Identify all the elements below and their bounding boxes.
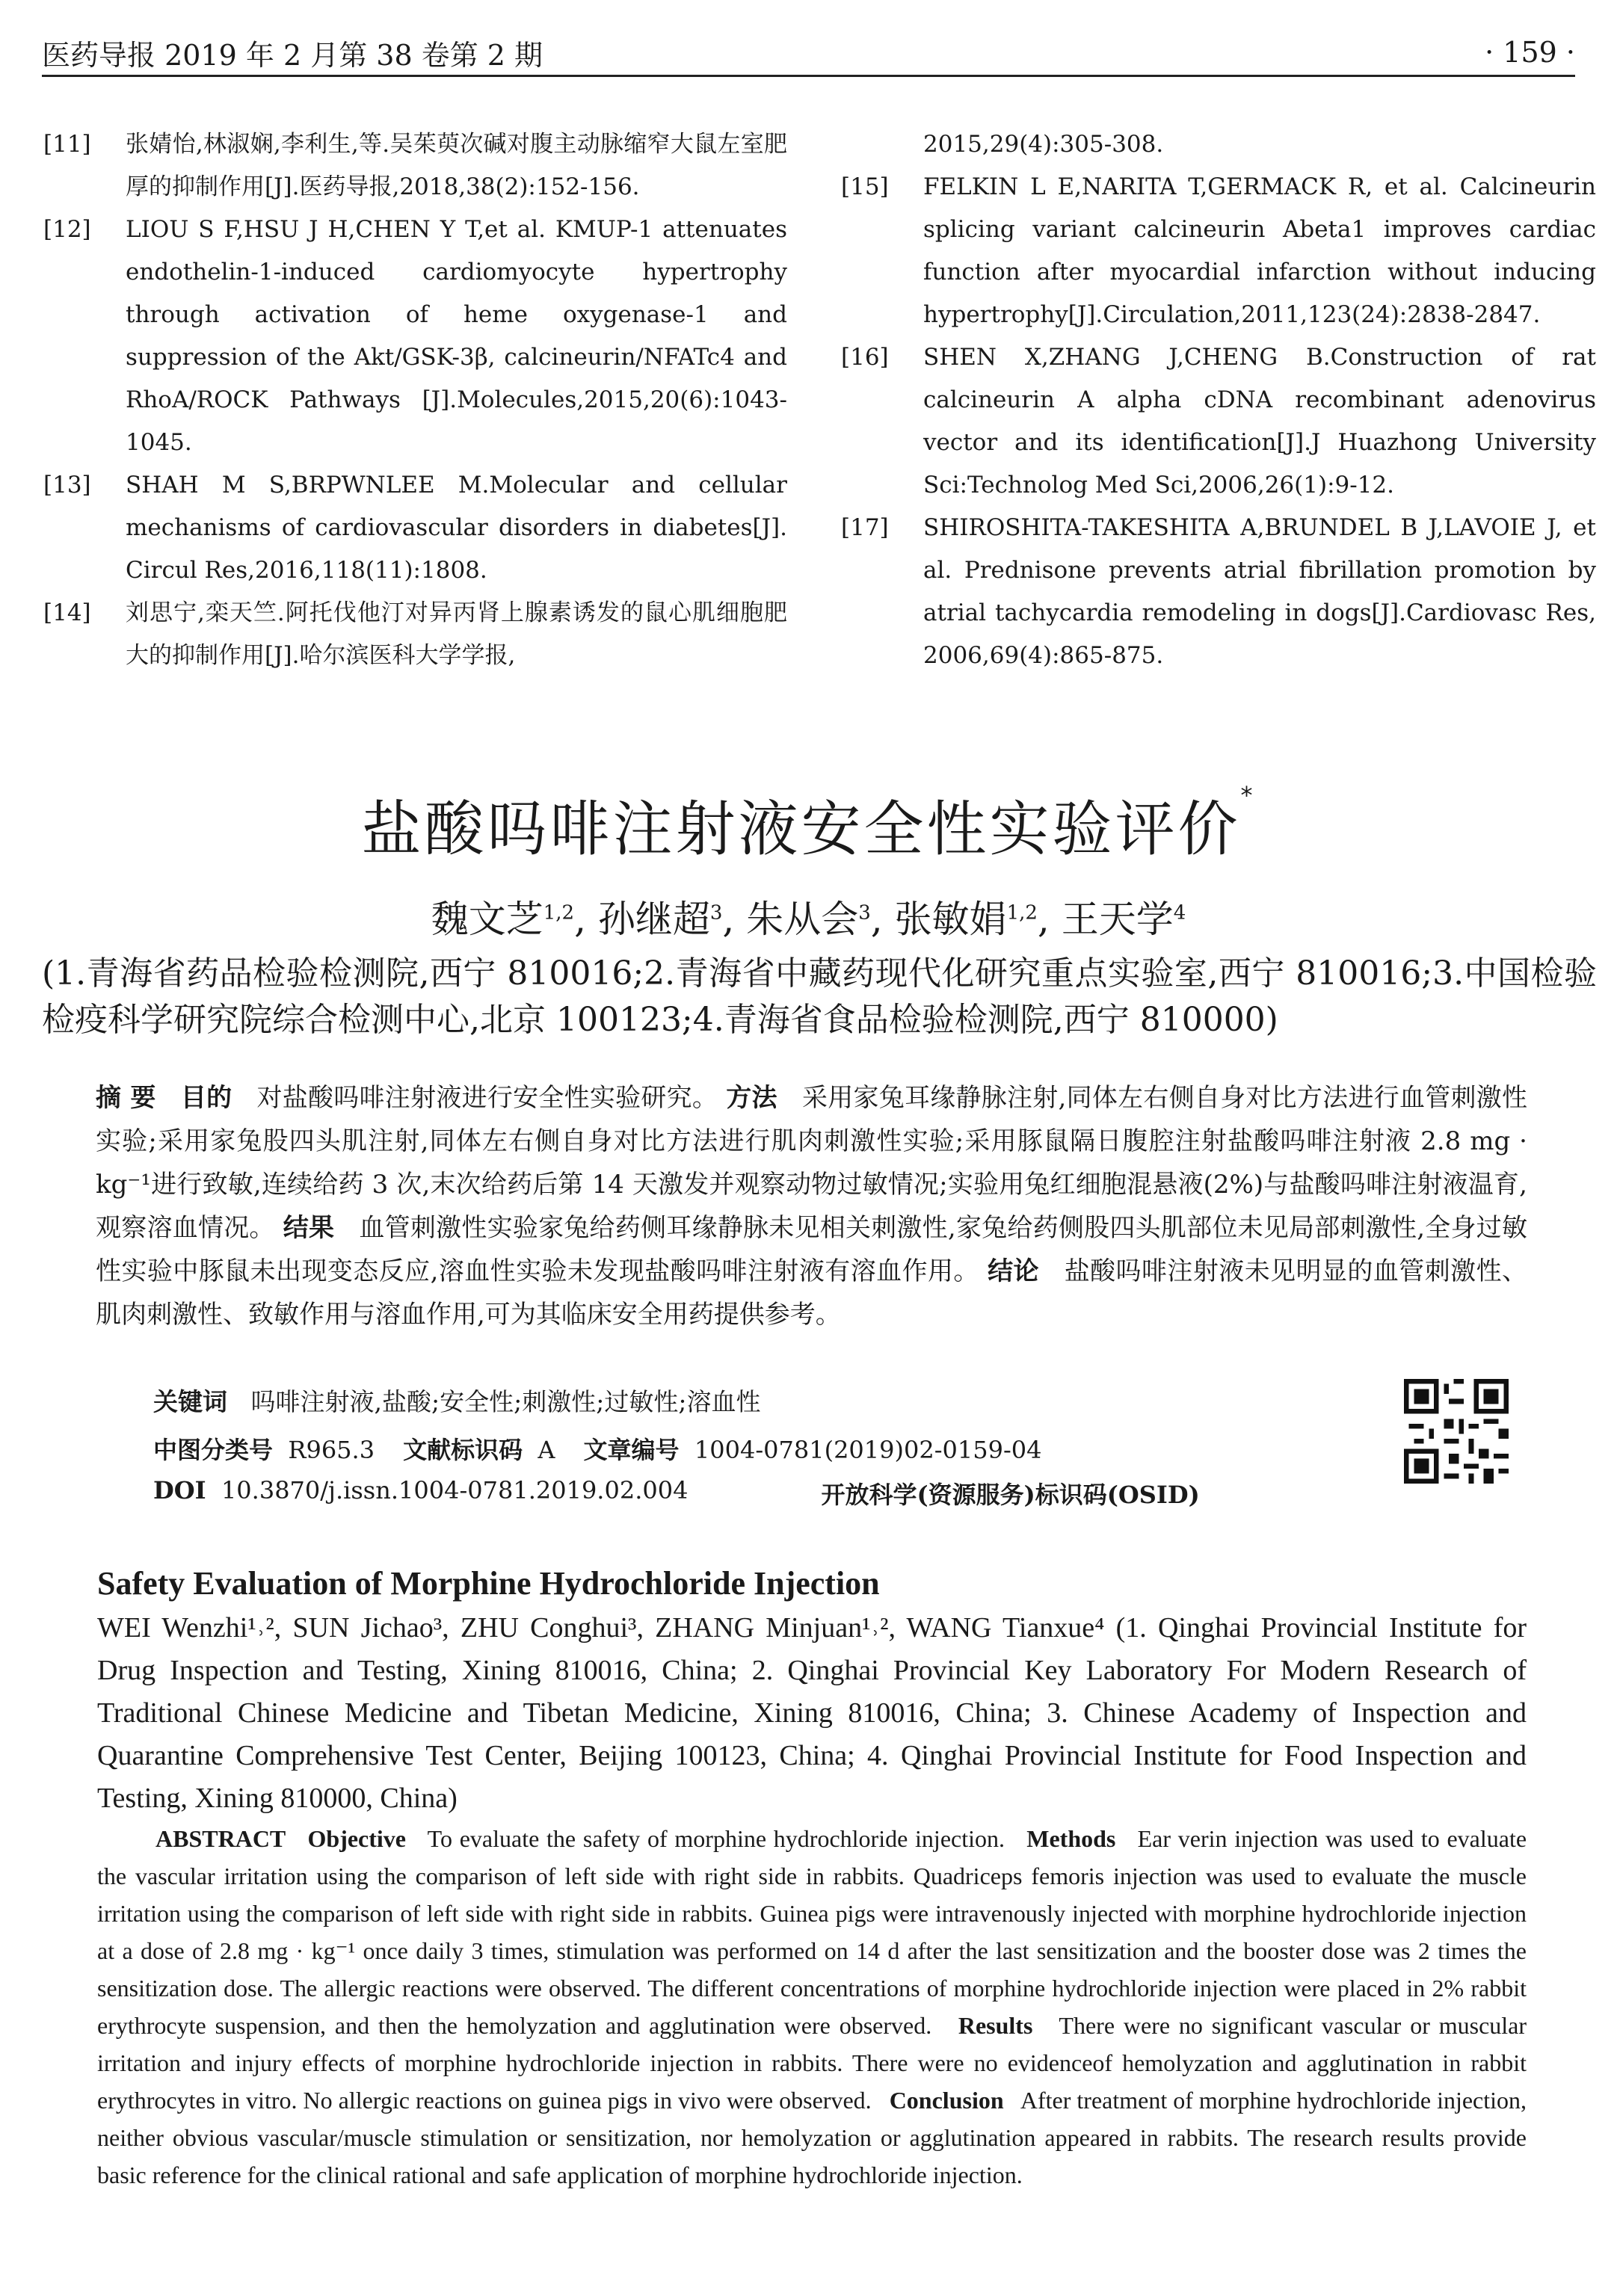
reference-item — [841, 507, 1596, 677]
title-footnote-mark: * — [1240, 781, 1256, 809]
abstract-chinese — [96, 1076, 1527, 1336]
references-left-column — [43, 123, 787, 677]
running-header — [42, 30, 1575, 77]
reference-item — [841, 123, 1596, 166]
classification-row — [153, 1431, 1041, 1466]
reference-item — [43, 209, 787, 464]
keywords — [153, 1383, 760, 1418]
osid-label: 开放科学(资源服务)标识码(OSID) — [821, 1481, 1200, 1509]
results-text: 血管刺激性实验家兔给药侧耳缘静脉未见相关刺激性,家兔给药侧股四头肌部位未见局部刺激性,全身过敏性实验中豚鼠未出现变态反应,溶血性实验未发现盐酸吗啡注射液有溶血作用。 — [96, 1213, 1528, 1286]
methods-label: 方法 — [726, 1083, 777, 1113]
abstract-english — [97, 1820, 1527, 2194]
clc-label: 中图分类号 — [153, 1436, 274, 1464]
article-title — [0, 781, 1617, 867]
reference-item — [43, 123, 787, 209]
english-title: Safety Evaluation of Morphine Hydrochloride Injection — [97, 1565, 880, 1602]
reference-text: SHEN X,ZHANG J,CHENG B.Construction of rat calcineurin A alpha cDNA recombinant adenovirus vector and its identification[J].J Huazhong University Sci:Technolog Med Sci,2006,26(1):9-12. — [923, 344, 1596, 499]
conclusion-text: 盐酸吗啡注射液未见明显的血管刺激性、肌肉刺激性、致敏作用与溶血作用,可为其临床安全用药提供参考。 — [96, 1256, 1528, 1330]
reference-text: SHIROSHITA-TAKESHITA A,BRUNDEL B J,LAVOIE J, et al. Prednisone prevents atrial fibrillation promotion by atrial tachycardia remodeling in dogs[J].Cardiovasc Res, 2006,69(4):865-875. — [923, 514, 1596, 669]
author-affil-sup: 3 — [858, 901, 871, 925]
references-right-column — [841, 123, 1596, 677]
reference-text: LIOU S F,HSU J H,CHEN Y T,et al. KMUP-1 attenuates endothelin-1-induced cardiomyocyte hypertrophy through activation of heme oxygenase-1 and suppression of the Akt/GSK-3β, calcineurin/NFATc4 and RhoA/ROCK Pathways [J].Molecules,2015,20(6):1043-1045. — [126, 216, 787, 456]
doi-row — [153, 1476, 1200, 1510]
reference-number: [12] — [43, 216, 91, 243]
doi-label: DOI — [153, 1476, 206, 1505]
reference-number: [13] — [43, 472, 91, 499]
en-abstract-label: ABSTRACT — [155, 1825, 286, 1852]
results-label: 结果 — [283, 1213, 335, 1243]
doc-code-label: 文献标识码 — [403, 1436, 523, 1464]
methods-text: 采用家兔耳缘静脉注射,同体左右侧自身对比方法进行血管刺激性实验;采用家兔股四头肌注射,同体左右侧自身对比方法进行肌肉刺激性实验;采用豚鼠隔日腹腔注射盐酸吗啡注射液 2.8 mg · kg⁻¹进行致敏,连续给药 3 次,末次给药后第 14 天激发并观察动物过敏情况;实验用兔红细胞混悬液(2%)与盐酸吗啡注射液温育,观察溶血情况。 — [96, 1083, 1527, 1243]
conclusion-label: 结论 — [988, 1256, 1039, 1286]
author-name: 朱从会 — [746, 898, 859, 941]
journal-info: 医药导报 2019 年 2 月第 38 卷第 2 期 — [42, 38, 543, 72]
clc-value: R965.3 — [288, 1436, 375, 1464]
en-objective-label: Objective — [307, 1825, 406, 1852]
article-title-text: 盐酸吗啡注射液安全性实验评价 — [361, 794, 1241, 864]
article-number-value: 1004-0781(2019)02-0159-04 — [694, 1436, 1042, 1464]
en-methods-text: Ear verin injection was used to evaluate the vascular irritation using the comparison of left side with right side in rabbits. Quadriceps femoris injection was used to evaluate the muscle irritation using the comparison of left side with right side in rabbits. Guinea pigs were intravenously injected with morphine hydrochloride injection at a dose of 2.8 mg · kg⁻¹ once daily 3 times, stimulation was performed on 14 d after the last sensitization and the booster dose was 2 times the sensitization dose. The allergic reactions were observed. The different concentrations of morphine hydrochloride injection were placed in 2% rabbit erythrocyte suspension, and then the hemolyzation and agglutination were observed. — [97, 1825, 1527, 2039]
reference-number — [841, 123, 923, 166]
en-results-label: Results — [958, 2012, 1033, 2039]
reference-text: FELKIN L E,NARITA T,GERMACK R, et al. Calcineurin splicing variant calcineurin Abeta1 improves cardiac function after myocardial infarction without inducing hypertrophy[J].Circulation,2011,123(24):2838-2847. — [923, 173, 1596, 328]
author-name: 王天学 — [1061, 898, 1174, 941]
qr-code-icon — [1404, 1379, 1509, 1484]
en-results-text: There were no significant vascular or muscular irritation and injury effects of morphine hydrochloride injection in rabbits. There were no evidenceof hemolyzation and agglutination in rabbit erythrocytes in vitro. No allergic reactions on guinea pigs in vivo were observed. — [97, 2012, 1527, 2114]
reference-text: SHAH M S,BRPWNLEE M.Molecular and cellular mechanisms of cardiovascular disorders in diabetes[J]. Circul Res,2016,118(11):1808. — [126, 472, 787, 584]
abstract-label: 摘 要 — [96, 1083, 156, 1113]
reference-text: 刘思宁,栾天竺.阿托伐他汀对异丙肾上腺素诱发的鼠心肌细胞肥大的抑制作用[J].哈尔滨医科大学学报, — [126, 599, 787, 669]
reference-item — [841, 166, 1596, 336]
author-list: 魏文芝$^{1,2}$, 孙继超$^3$, 朱从会$^3$, 张敏娟$^{1,2}$, 王天学$^4$ — [431, 898, 1186, 941]
author-affil-sup: 1,2 — [1006, 901, 1038, 925]
reference-number: [11] — [43, 131, 91, 158]
objective-text: 对盐酸吗啡注射液进行安全性实验研究。 — [256, 1083, 718, 1113]
en-conclusion-text: After treatment of morphine hydrochloride injection, neither obvious vascular/muscle stimulation or sensitization, nor hemolyzation or agglutination appeared in rabbits. The research results provide basic reference for the clinical rational and safe application of morphine hydrochloride injection. — [97, 2087, 1527, 2188]
author-affil-sup: 3 — [709, 901, 723, 925]
reference-number: [17] — [841, 514, 889, 541]
en-conclusion-label: Conclusion — [889, 2087, 1004, 2114]
objective-label: 目的 — [180, 1083, 232, 1113]
reference-number: [14] — [43, 599, 91, 626]
reference-item — [841, 336, 1596, 507]
author-name: 张敏娟 — [894, 898, 1007, 941]
author-name: 孙继超 — [597, 898, 710, 941]
affiliations: (1.青海省药品检验检测院,西宁 810016;2.青海省中藏药现代化研究重点实验室,西宁 810016;3.中国检验检疫科学研究院综合检测中心,北京 100123;4.青海省食品检验检测院,西宁 810000) — [42, 954, 1597, 1039]
keywords-label: 关键词 — [153, 1387, 227, 1416]
author-affil-sup: 1,2 — [543, 901, 575, 925]
reference-text: 2015,29(4):305-308. — [923, 131, 1164, 158]
page-number: · 159 · — [1485, 36, 1575, 69]
author-name: 魏文芝 — [431, 898, 543, 941]
reference-text: 张婧怡,林淑娴,李利生,等.吴茱萸次碱对腹主动脉缩窄大鼠左室肥厚的抑制作用[J].医药导报,2018,38(2):152-156. — [126, 131, 787, 200]
author-affil-sup: 4 — [1173, 901, 1186, 925]
doi-value: 10.3870/j.issn.1004-0781.2019.02.004 — [221, 1476, 689, 1505]
reference-item — [43, 592, 787, 677]
english-authors-affiliations: WEI Wenzhi¹˒², SUN Jichao³, ZHU Conghui³, ZHANG Minjuan¹˒², WANG Tianxue⁴ (1. Qinghai Provincial Institute for Drug Inspection and Testing, Xining 810016, China; 2. Qinghai Provincial Key Laboratory For Modern Research of Traditional Chinese Medicine and Tibetan Medicine, Xining 810016, China; 3. Chinese Academy of Inspection and Quarantine Comprehensive Test Center, Beijing 100123, China; 4. Qinghai Provincial Institute for Food Inspection and Testing, Xining 810000, China) — [97, 1612, 1527, 1814]
keywords-value: 吗啡注射液,盐酸;安全性;刺激性;过敏性;溶血性 — [250, 1387, 761, 1416]
en-objective-text: To evaluate the safety of morphine hydrochloride injection. — [427, 1825, 1005, 1852]
reference-number: [16] — [841, 344, 889, 371]
article-number-label: 文章编号 — [583, 1436, 680, 1464]
reference-number: [15] — [841, 173, 889, 200]
en-methods-label: Methods — [1026, 1825, 1116, 1852]
doc-code-value: A — [538, 1436, 555, 1464]
reference-item — [43, 464, 787, 592]
